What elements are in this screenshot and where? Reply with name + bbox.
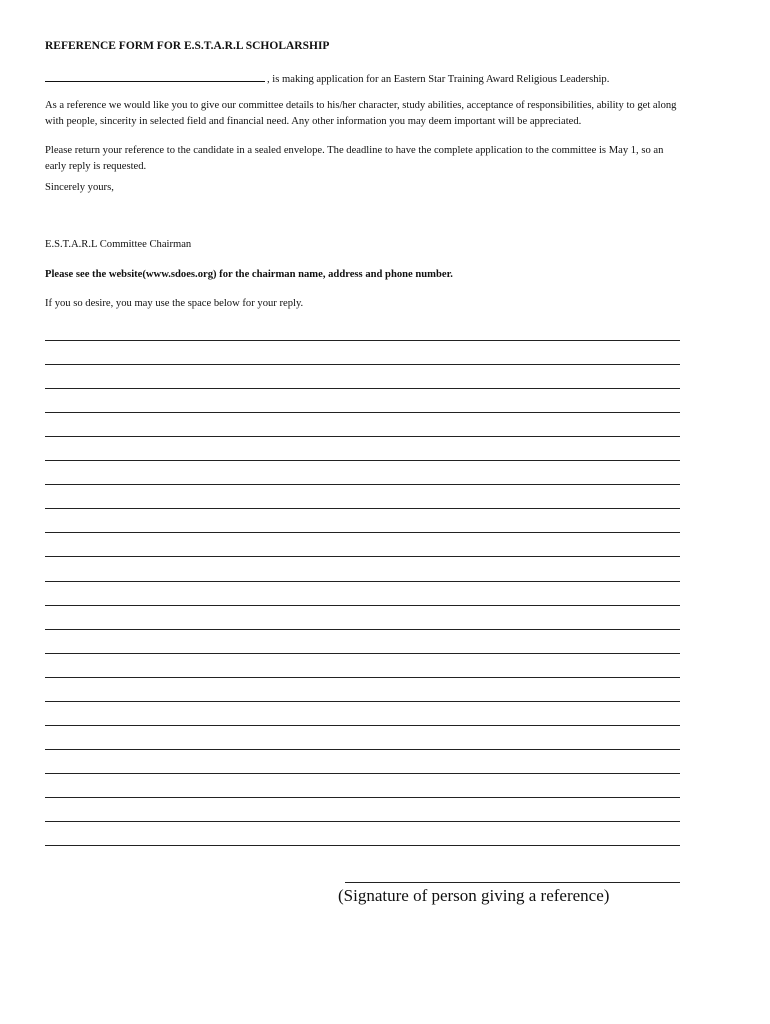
reply-line[interactable] — [45, 677, 680, 678]
reply-line[interactable] — [45, 364, 680, 365]
reply-line[interactable] — [45, 508, 680, 509]
reply-line[interactable] — [45, 460, 680, 461]
paragraph-request: As a reference we would like you to give our committee details to his/her character, study abilities, acceptance of responsibilities, ability to get along with people, sincerity in selected field and financial need. Any other information you may deem important will be appreciated. — [45, 100, 677, 127]
reply-line[interactable] — [45, 605, 680, 606]
reply-line[interactable] — [45, 556, 680, 557]
reply-line[interactable] — [45, 653, 680, 654]
reply-line[interactable] — [45, 340, 680, 341]
reply-line[interactable] — [45, 749, 680, 750]
reply-line[interactable] — [45, 484, 680, 485]
reply-line[interactable] — [45, 388, 680, 389]
reply-line[interactable] — [45, 845, 680, 846]
reply-line[interactable] — [45, 773, 680, 774]
signature-label: (Signature of person giving a reference) — [338, 886, 610, 905]
reply-line[interactable] — [45, 412, 680, 413]
signature-line[interactable] — [345, 882, 680, 883]
reply-line[interactable] — [45, 629, 680, 630]
signatory: E.S.T.A.R.L Committee Chairman — [45, 239, 192, 250]
reply-line[interactable] — [45, 436, 680, 437]
reply-line[interactable] — [45, 581, 680, 582]
paragraph-deadline: Please return your reference to the candidate in a sealed envelope. The deadline to have the complete application to the committee is May 1, so an early reply is requested. — [45, 145, 664, 172]
application-sentence — [45, 70, 705, 88]
reply-line[interactable] — [45, 725, 680, 726]
candidate-name-blank[interactable] — [45, 70, 265, 82]
website-note: Please see the website(www.sdoes.org) for the chairman name, address and phone number. — [45, 269, 453, 280]
reply-line[interactable] — [45, 701, 680, 702]
reply-line[interactable] — [45, 797, 680, 798]
closing: Sincerely yours, — [45, 182, 114, 193]
reply-instructions: If you so desire, you may use the space below for your reply. — [45, 298, 304, 309]
application-text: , is making application for an Eastern Star Training Award Religious Leadership. — [267, 74, 610, 85]
reply-line[interactable] — [45, 821, 680, 822]
reply-line[interactable] — [45, 532, 680, 533]
form-title: REFERENCE FORM FOR E.S.T.A.R.L SCHOLARSHIP — [45, 40, 330, 52]
